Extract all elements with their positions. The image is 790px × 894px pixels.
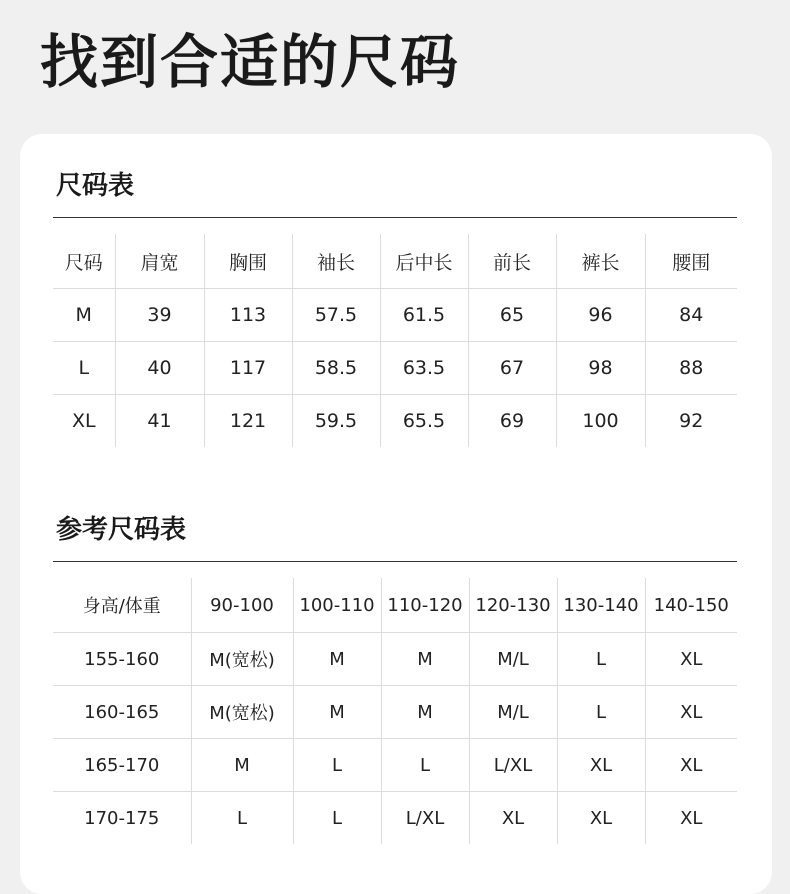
table-cell: M/L <box>469 686 557 739</box>
table-cell: 121 <box>204 395 292 448</box>
table-cell: 67 <box>468 342 556 395</box>
column-header: 胸围 <box>204 234 292 289</box>
table-cell: 117 <box>204 342 292 395</box>
column-header: 腰围 <box>645 234 737 289</box>
table-cell: 155-160 <box>53 633 191 686</box>
table-cell: L <box>557 633 645 686</box>
table-cell: 100 <box>556 395 645 448</box>
table-cell: 65 <box>468 289 556 342</box>
size-table <box>53 234 737 447</box>
table-row <box>53 686 737 739</box>
column-header: 130-140 <box>557 578 645 633</box>
column-header: 100-110 <box>293 578 381 633</box>
table-cell: M <box>293 686 381 739</box>
table-row <box>53 792 737 845</box>
table-row <box>53 342 737 395</box>
size-chart-card <box>20 134 772 894</box>
table-cell: M <box>53 289 115 342</box>
reference-table-title: 参考尺码表 <box>56 515 187 545</box>
table-cell: L <box>53 342 115 395</box>
table-cell: 41 <box>115 395 204 448</box>
table-cell: M <box>293 633 381 686</box>
table-cell: 160-165 <box>53 686 191 739</box>
column-header: 后中长 <box>380 234 468 289</box>
table-cell: 98 <box>556 342 645 395</box>
table-cell: 96 <box>556 289 645 342</box>
table-row <box>53 289 737 342</box>
table-header-row <box>53 234 737 289</box>
size-table-divider <box>53 217 737 218</box>
table-cell: 40 <box>115 342 204 395</box>
table-row <box>53 395 737 448</box>
table-cell: 92 <box>645 395 737 448</box>
table-cell: L <box>381 739 469 792</box>
table-cell: M(宽松) <box>191 686 293 739</box>
table-cell: 39 <box>115 289 204 342</box>
table-cell: XL <box>645 792 737 845</box>
table-cell: L <box>191 792 293 845</box>
table-cell: 65.5 <box>380 395 468 448</box>
table-cell: XL <box>557 792 645 845</box>
table-cell: XL <box>645 739 737 792</box>
size-table-title: 尺码表 <box>56 171 135 201</box>
table-cell: M/L <box>469 633 557 686</box>
reference-table-divider <box>53 561 737 562</box>
table-cell: L <box>293 792 381 845</box>
table-cell: 165-170 <box>53 739 191 792</box>
page-title: 找到合适的尺码 <box>40 28 461 96</box>
table-cell: L/XL <box>381 792 469 845</box>
table-cell: M <box>191 739 293 792</box>
table-cell: 58.5 <box>292 342 380 395</box>
table-cell: 69 <box>468 395 556 448</box>
column-header: 裤长 <box>556 234 645 289</box>
column-header: 尺码 <box>64 251 103 274</box>
table-cell: M <box>381 686 469 739</box>
table-cell: XL <box>645 686 737 739</box>
table-cell: XL <box>645 633 737 686</box>
column-header: 身高/体重 <box>82 596 161 617</box>
table-cell: XL <box>53 395 115 448</box>
table-cell: L/XL <box>469 739 557 792</box>
column-header: 前长 <box>468 234 556 289</box>
table-cell: 113 <box>204 289 292 342</box>
column-header: 120-130 <box>469 578 557 633</box>
reference-size-table <box>53 578 737 844</box>
table-cell: L <box>557 686 645 739</box>
column-header: 110-120 <box>381 578 469 633</box>
column-header: 90-100 <box>191 578 293 633</box>
table-cell: 61.5 <box>380 289 468 342</box>
table-row <box>53 633 737 686</box>
table-cell: 84 <box>645 289 737 342</box>
column-header: 肩宽 <box>115 234 204 289</box>
table-header-row <box>53 578 737 633</box>
table-row <box>53 739 737 792</box>
table-cell: 63.5 <box>380 342 468 395</box>
column-header: 袖长 <box>292 234 380 289</box>
table-cell: M <box>381 633 469 686</box>
table-cell: M(宽松) <box>191 633 293 686</box>
table-cell: 59.5 <box>292 395 380 448</box>
table-cell: XL <box>469 792 557 845</box>
table-cell: 170-175 <box>53 792 191 845</box>
table-cell: 88 <box>645 342 737 395</box>
table-cell: XL <box>557 739 645 792</box>
table-cell: L <box>293 739 381 792</box>
column-header: 140-150 <box>645 578 737 633</box>
table-cell: 57.5 <box>292 289 380 342</box>
